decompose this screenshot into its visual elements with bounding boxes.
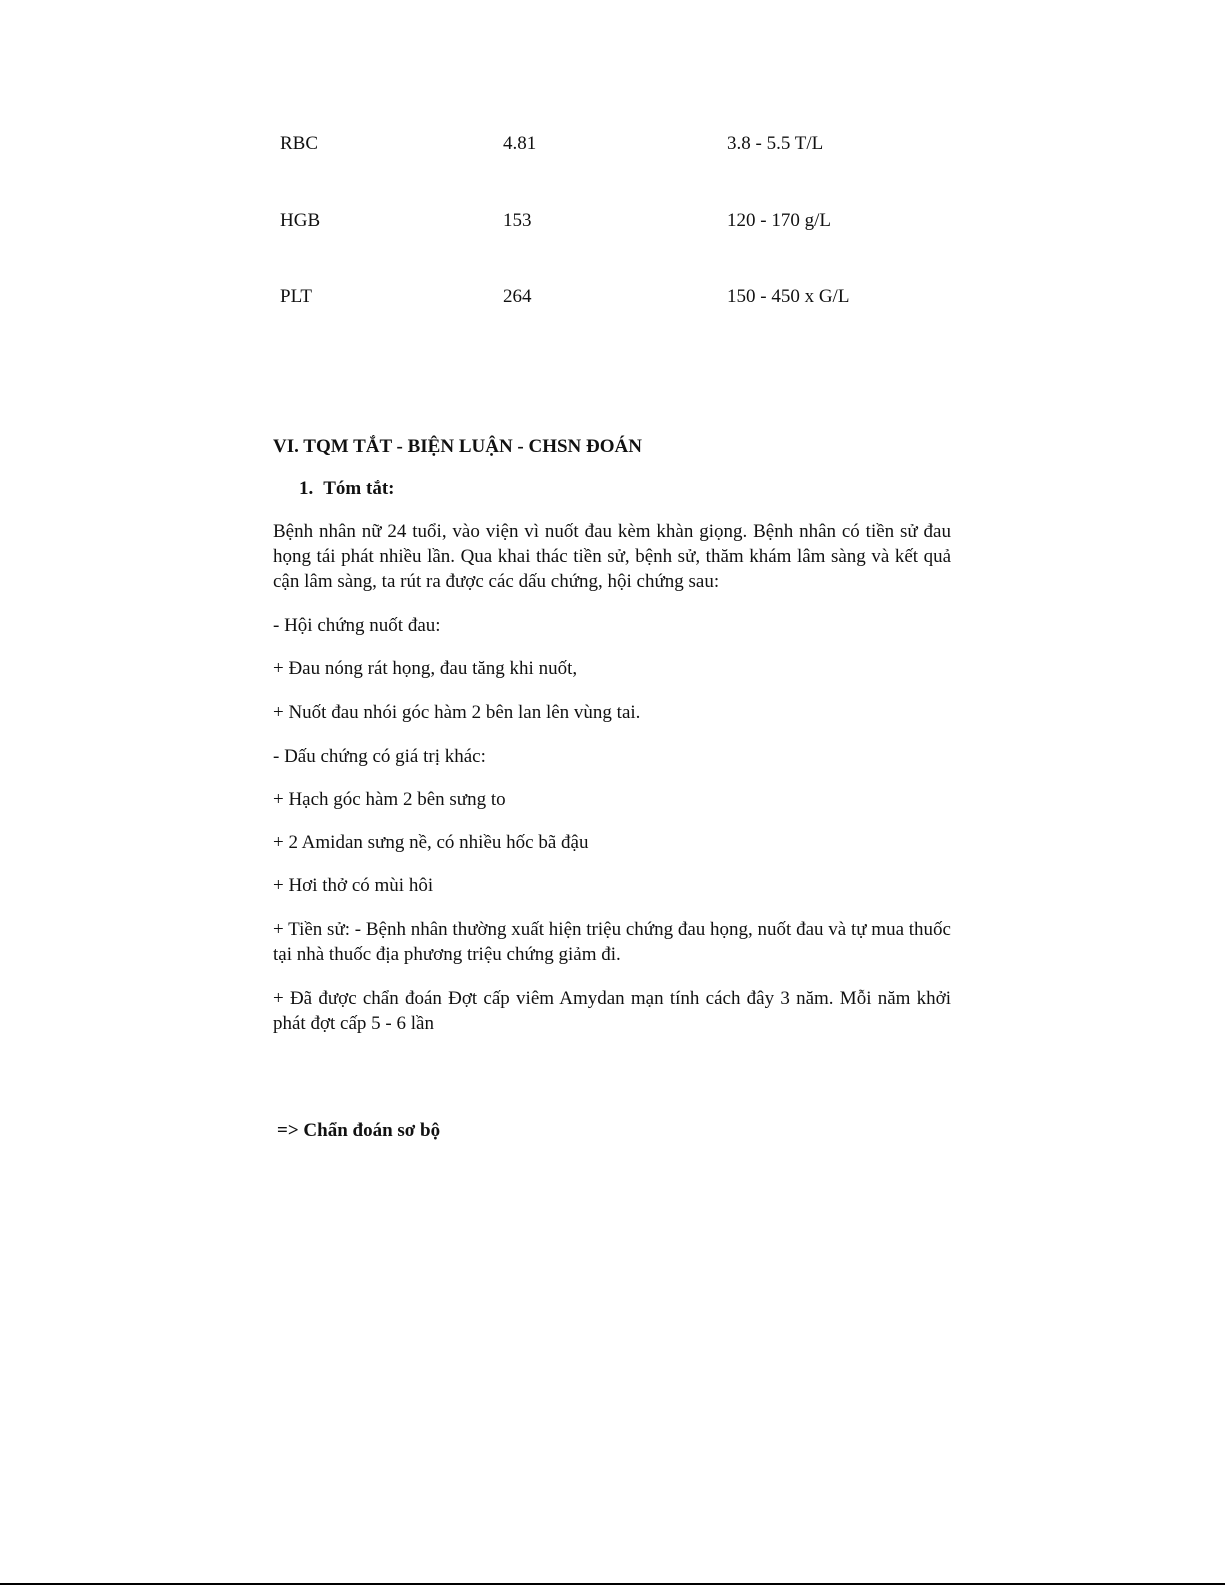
subsection-heading: [299, 476, 394, 502]
diagnosed-paragraph: + Đã được chẩn đoán Đợt cấp viêm Amydan mạn tính cách đây 3 năm. Mỗi năm khởi phát đợt cấp 5 - 6 lần: [273, 988, 951, 1034]
preliminary-diagnosis-heading: => Chẩn đoán sơ bộ: [277, 1120, 441, 1141]
lab-test-value: 264: [503, 286, 532, 307]
finding-item: + Hơi thở có mùi hôi: [273, 875, 434, 896]
finding-item: + Hạch góc hàm 2 bên sưng to: [273, 789, 506, 810]
finding-item: - Dấu chứng có giá trị khác:: [273, 746, 486, 767]
lab-test-reference-range: 150 - 450 x G/L: [727, 286, 850, 307]
lab-test-reference-range: 120 - 170 g/L: [727, 210, 831, 231]
lab-test-reference-range: 3.8 - 5.5 T/L: [727, 133, 824, 154]
section-heading: VI. TQM TẮT - BIỆN LUẬN - CHSN ĐOÁN: [273, 436, 642, 457]
lab-row-rbc: [280, 131, 980, 157]
lab-test-value: 153: [503, 210, 532, 231]
lab-row-hgb: [280, 208, 980, 234]
lab-test-value: 4.81: [503, 133, 537, 154]
lab-test-name: HGB: [280, 210, 321, 231]
lab-test-name: PLT: [280, 286, 313, 307]
history-paragraph: + Tiền sử: - Bệnh nhân thường xuất hiện triệu chứng đau họng, nuốt đau và tự mua thuốc tại nhà thuốc địa phương triệu chứng giảm đi.: [273, 919, 951, 965]
finding-item: + Nuốt đau nhói góc hàm 2 bên lan lên vùng tai.: [273, 702, 641, 723]
lab-test-name: RBC: [280, 133, 319, 154]
subsection-number: 1.: [299, 478, 314, 499]
lab-row-plt: [280, 284, 980, 310]
subsection-title: Tóm tắt:: [323, 478, 395, 499]
summary-paragraph: Bệnh nhân nữ 24 tuổi, vào viện vì nuốt đau kèm khàn giọng. Bệnh nhân có tiền sử đau họng tái phát nhiều lần. Qua khai thác tiền sử, bệnh sử, thăm khám lâm sàng và kết quả cận lâm sàng, ta rút ra được các dấu chứng, hội chứng sau:: [273, 521, 951, 592]
finding-item: + Đau nóng rát họng, đau tăng khi nuốt,: [273, 658, 578, 679]
finding-item: - Hội chứng nuốt đau:: [273, 615, 441, 636]
finding-item: + 2 Amidan sưng nề, có nhiều hốc bã đậu: [273, 832, 589, 853]
